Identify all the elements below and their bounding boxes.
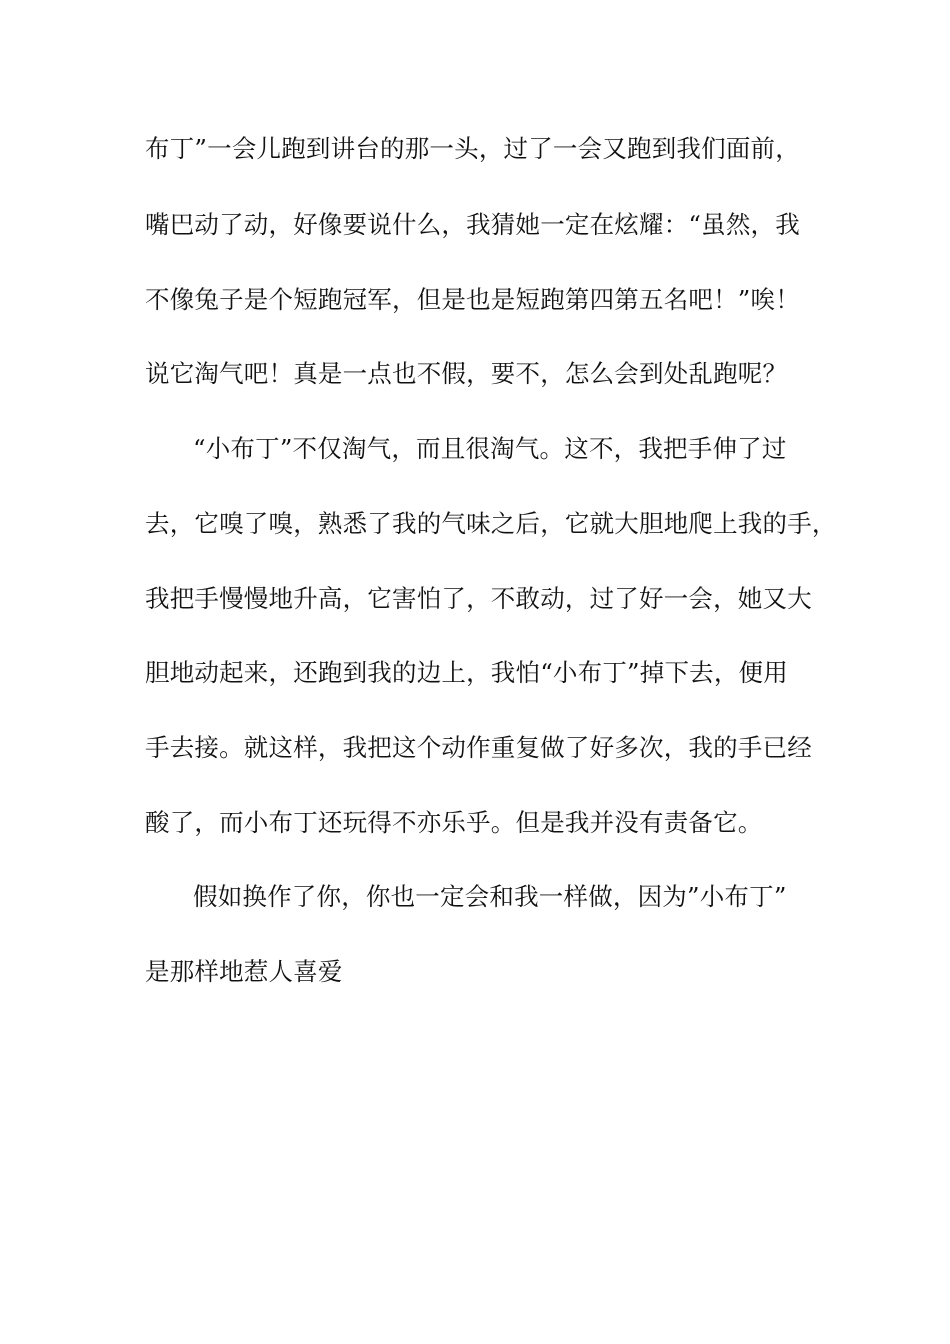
text-line-4: 说它淘气吧！真是一点也不假，要不，怎么会到处乱跑呢？ bbox=[145, 359, 788, 388]
text-line-9: 手去接。就这样，我把这个动作重复做了好多次，我的手已经 bbox=[145, 733, 812, 762]
text-line-12: 是那样地惹人喜爱 bbox=[145, 957, 343, 986]
text-line-10: 酸了，而小布丁还玩得不亦乐乎。但是我并没有责备它。 bbox=[145, 808, 763, 837]
text-line-3: 不像兔子是个短跑冠军，但是也是短跑第四第五名吧！”唉！ bbox=[145, 285, 800, 314]
text-line-8: 胆地动起来，还跑到我的边上，我怕“小布丁”掉下去，便用 bbox=[145, 658, 788, 687]
text-line-11: 假如换作了你，你也一定会和我一样做，因为”小布丁” bbox=[193, 882, 787, 911]
text-line-1: 布丁”一会儿跑到讲台的那一头，过了一会又跑到我们面前， bbox=[145, 134, 800, 163]
text-line-5: “小布丁”不仅淘气，而且很淘气。这不，我把手伸了过 bbox=[193, 434, 787, 463]
text-line-7: 我把手慢慢地升高，它害怕了，不敢动，过了好一会，她又大 bbox=[145, 584, 812, 613]
text-line-2: 嘴巴动了动，好像要说什么，我猜她一定在炫耀：“虽然，我 bbox=[145, 210, 800, 239]
text-line-6: 去，它嗅了嗅，熟悉了我的气味之后，它就大胆地爬上我的手， bbox=[145, 509, 837, 538]
